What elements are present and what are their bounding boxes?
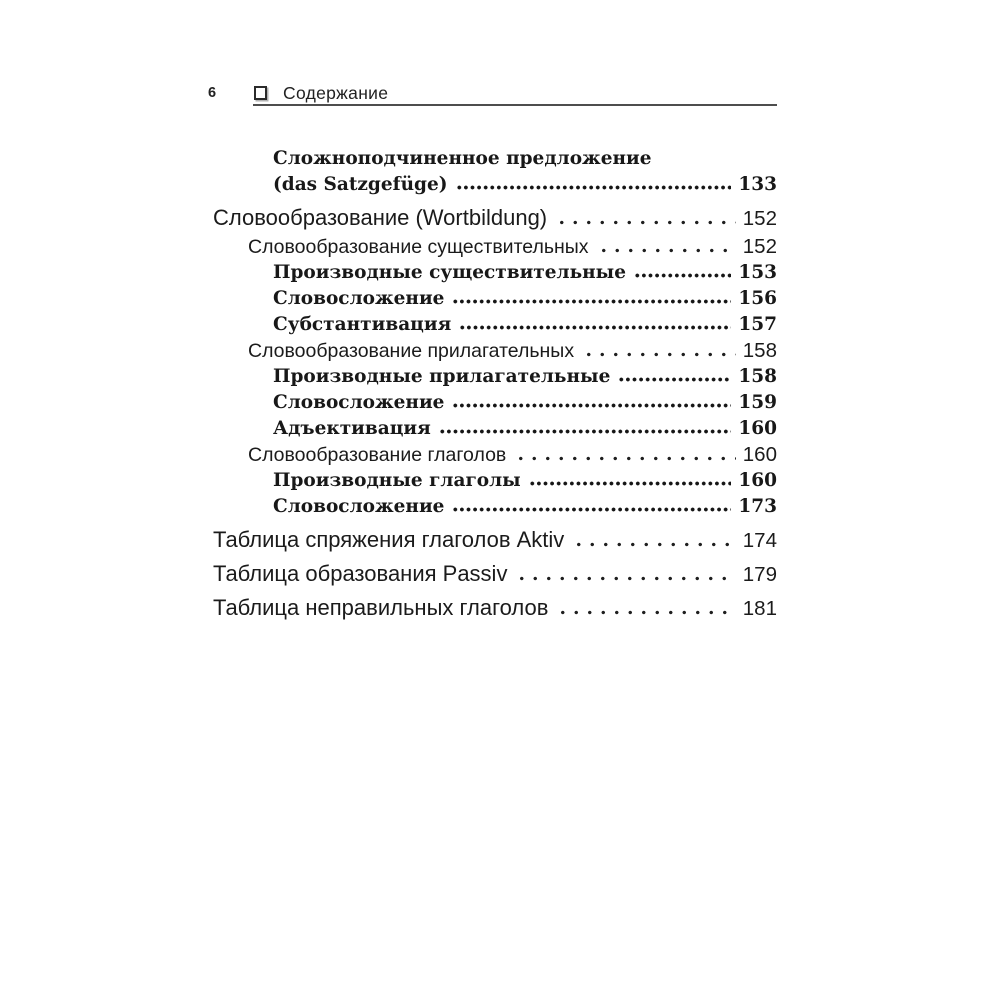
toc-page-number: 181 bbox=[742, 597, 777, 620]
toc-entry bbox=[213, 595, 777, 622]
toc-page-number: 133 bbox=[738, 174, 777, 195]
toc-page-number: 152 bbox=[742, 207, 777, 230]
toc-entry bbox=[213, 561, 777, 588]
toc-entry-label: Словообразование прилагательных bbox=[248, 340, 575, 362]
square-bullet-icon bbox=[254, 86, 267, 100]
toc-entry bbox=[213, 286, 777, 312]
toc-page-number: 158 bbox=[738, 366, 777, 387]
toc-list bbox=[213, 146, 777, 624]
toc-entry bbox=[213, 234, 777, 260]
toc-entry bbox=[213, 390, 777, 416]
dot-leader bbox=[618, 377, 731, 382]
dot-leader bbox=[634, 273, 731, 278]
page-header bbox=[208, 82, 388, 104]
toc-page-number: 153 bbox=[738, 262, 777, 283]
dot-leader bbox=[582, 352, 736, 357]
toc-entry bbox=[213, 146, 777, 172]
dot-leader bbox=[514, 456, 736, 461]
toc-entry-label: Таблица неправильных глаголов bbox=[213, 595, 549, 620]
dot-leader bbox=[452, 507, 731, 512]
dot-leader bbox=[452, 403, 731, 408]
toc-entry bbox=[213, 172, 777, 198]
toc-entry bbox=[213, 364, 777, 390]
toc-entry bbox=[213, 527, 777, 554]
header-rule bbox=[253, 104, 777, 106]
toc-page-number: 174 bbox=[742, 529, 777, 552]
toc-entry bbox=[213, 205, 777, 232]
toc-entry-label: Таблица спряжения глаголов Aktiv bbox=[213, 527, 565, 552]
toc-entry-label: Словообразование глаголов bbox=[248, 444, 507, 466]
dot-leader bbox=[456, 185, 732, 190]
toc-entry-label: Словосложение bbox=[273, 392, 445, 413]
toc-page-number: 152 bbox=[742, 235, 777, 258]
dot-leader bbox=[515, 576, 735, 581]
dot-leader bbox=[597, 248, 736, 253]
toc-entry-label: Словообразование существительных bbox=[248, 236, 589, 258]
toc-entry-label: Словосложение bbox=[273, 496, 445, 517]
header-title: Содержание bbox=[283, 82, 389, 103]
dot-leader bbox=[529, 481, 732, 486]
toc-entry bbox=[213, 260, 777, 286]
dot-leader bbox=[556, 610, 735, 615]
toc-page-number: 157 bbox=[738, 314, 777, 335]
toc-entry bbox=[213, 416, 777, 442]
toc-page-number: 158 bbox=[742, 339, 777, 362]
toc-entry-label: Субстантивация bbox=[273, 314, 452, 335]
folio-page-number: 6 bbox=[208, 85, 217, 101]
toc-entry bbox=[213, 442, 777, 468]
dot-leader bbox=[572, 542, 735, 547]
toc-entry-label: (das Satzgefüge) bbox=[273, 174, 448, 195]
toc-page-number: 160 bbox=[742, 443, 777, 466]
toc-page-number: 179 bbox=[742, 563, 777, 586]
toc-entry bbox=[213, 468, 777, 494]
toc-entry-label: Таблица образования Passiv bbox=[213, 561, 508, 586]
toc-entry bbox=[213, 338, 777, 364]
toc-entry-label: Словообразование (Wortbildung) bbox=[213, 205, 548, 230]
toc-entry-label: Словосложение bbox=[273, 288, 445, 309]
toc-page-number: 160 bbox=[738, 418, 777, 439]
toc-page-number: 173 bbox=[738, 496, 777, 517]
toc-page-number: 156 bbox=[738, 288, 777, 309]
toc-entry-label: Адъективация bbox=[273, 418, 431, 439]
toc-entry bbox=[213, 494, 777, 520]
toc-entry-label: Производные прилагательные bbox=[273, 366, 611, 387]
dot-leader bbox=[439, 429, 732, 434]
toc-entry bbox=[213, 312, 777, 338]
toc-page-number: 160 bbox=[738, 470, 777, 491]
toc-entry-label: Производные глаголы bbox=[273, 470, 521, 491]
toc-entry-label: Производные существительные bbox=[273, 262, 626, 283]
toc-entry-label: Сложноподчиненное предложение bbox=[273, 148, 652, 169]
dot-leader bbox=[452, 299, 731, 304]
dot-leader bbox=[555, 220, 736, 225]
toc-page-number: 159 bbox=[738, 392, 777, 413]
dot-leader bbox=[459, 325, 731, 330]
